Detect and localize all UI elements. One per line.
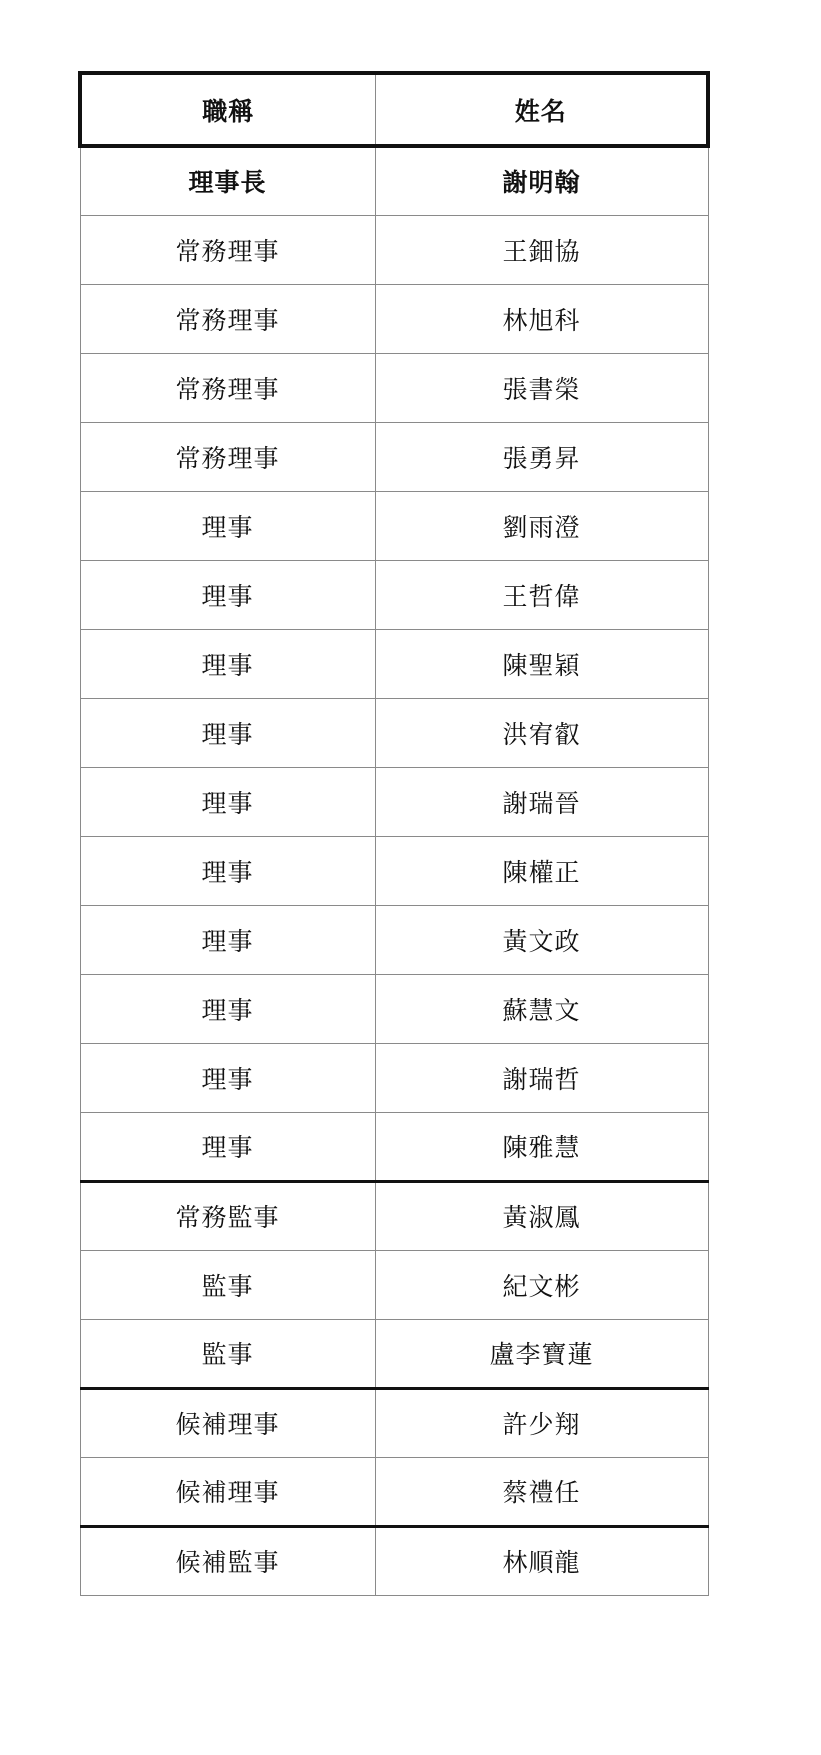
table-row	[80, 215, 708, 284]
cell-name: 王鈿協	[375, 215, 708, 284]
cell-title: 常務理事	[80, 422, 375, 491]
cell-title: 理事	[80, 767, 375, 836]
cell-title: 理事	[80, 1043, 375, 1112]
table-row	[80, 1043, 708, 1112]
cell-title: 理事	[80, 836, 375, 905]
cell-name: 謝瑞晉	[375, 767, 708, 836]
table-row	[80, 560, 708, 629]
cell-name: 黃淑鳳	[375, 1181, 708, 1250]
table-row	[80, 629, 708, 698]
table-row	[80, 1457, 708, 1526]
cell-name: 劉雨澄	[375, 491, 708, 560]
cell-name: 林旭科	[375, 284, 708, 353]
cell-name: 盧李寶蓮	[375, 1319, 708, 1388]
cell-name: 洪宥叡	[375, 698, 708, 767]
cell-name: 陳權正	[375, 836, 708, 905]
table-body	[80, 146, 708, 1595]
cell-title: 常務監事	[80, 1181, 375, 1250]
table-row	[80, 422, 708, 491]
cell-name: 謝明翰	[375, 146, 708, 215]
table-row	[80, 1388, 708, 1457]
cell-title: 常務理事	[80, 353, 375, 422]
cell-title: 監事	[80, 1319, 375, 1388]
header-row	[80, 73, 708, 146]
table-row	[80, 1250, 708, 1319]
cell-title: 理事	[80, 974, 375, 1043]
cell-title: 常務理事	[80, 284, 375, 353]
cell-name: 林順龍	[375, 1526, 708, 1595]
cell-title: 監事	[80, 1250, 375, 1319]
table-row	[80, 146, 708, 215]
cell-title: 候補理事	[80, 1457, 375, 1526]
table-row	[80, 1526, 708, 1595]
cell-name: 張書榮	[375, 353, 708, 422]
table-header	[80, 73, 708, 146]
table-row	[80, 1181, 708, 1250]
table-row	[80, 491, 708, 560]
cell-title: 理事	[80, 491, 375, 560]
cell-title: 理事長	[80, 146, 375, 215]
table-row	[80, 698, 708, 767]
cell-title: 理事	[80, 698, 375, 767]
cell-title: 理事	[80, 1112, 375, 1181]
table-row	[80, 836, 708, 905]
cell-title: 理事	[80, 629, 375, 698]
cell-name: 陳雅慧	[375, 1112, 708, 1181]
table-row	[80, 1112, 708, 1181]
table-row	[80, 905, 708, 974]
cell-name: 王哲偉	[375, 560, 708, 629]
header-name: 姓名	[375, 73, 708, 146]
table-row	[80, 1319, 708, 1388]
officer-roster-table	[78, 71, 710, 1596]
cell-title: 理事	[80, 905, 375, 974]
header-title: 職稱	[80, 73, 375, 146]
cell-name: 黃文政	[375, 905, 708, 974]
cell-name: 謝瑞哲	[375, 1043, 708, 1112]
cell-name: 蔡禮任	[375, 1457, 708, 1526]
cell-title: 理事	[80, 560, 375, 629]
table-row	[80, 284, 708, 353]
cell-name: 許少翔	[375, 1388, 708, 1457]
table-row	[80, 974, 708, 1043]
cell-title: 常務理事	[80, 215, 375, 284]
cell-title: 候補監事	[80, 1526, 375, 1595]
cell-title: 候補理事	[80, 1388, 375, 1457]
cell-name: 蘇慧文	[375, 974, 708, 1043]
cell-name: 張勇昇	[375, 422, 708, 491]
table-row	[80, 353, 708, 422]
table-row	[80, 767, 708, 836]
cell-name: 紀文彬	[375, 1250, 708, 1319]
cell-name: 陳聖穎	[375, 629, 708, 698]
